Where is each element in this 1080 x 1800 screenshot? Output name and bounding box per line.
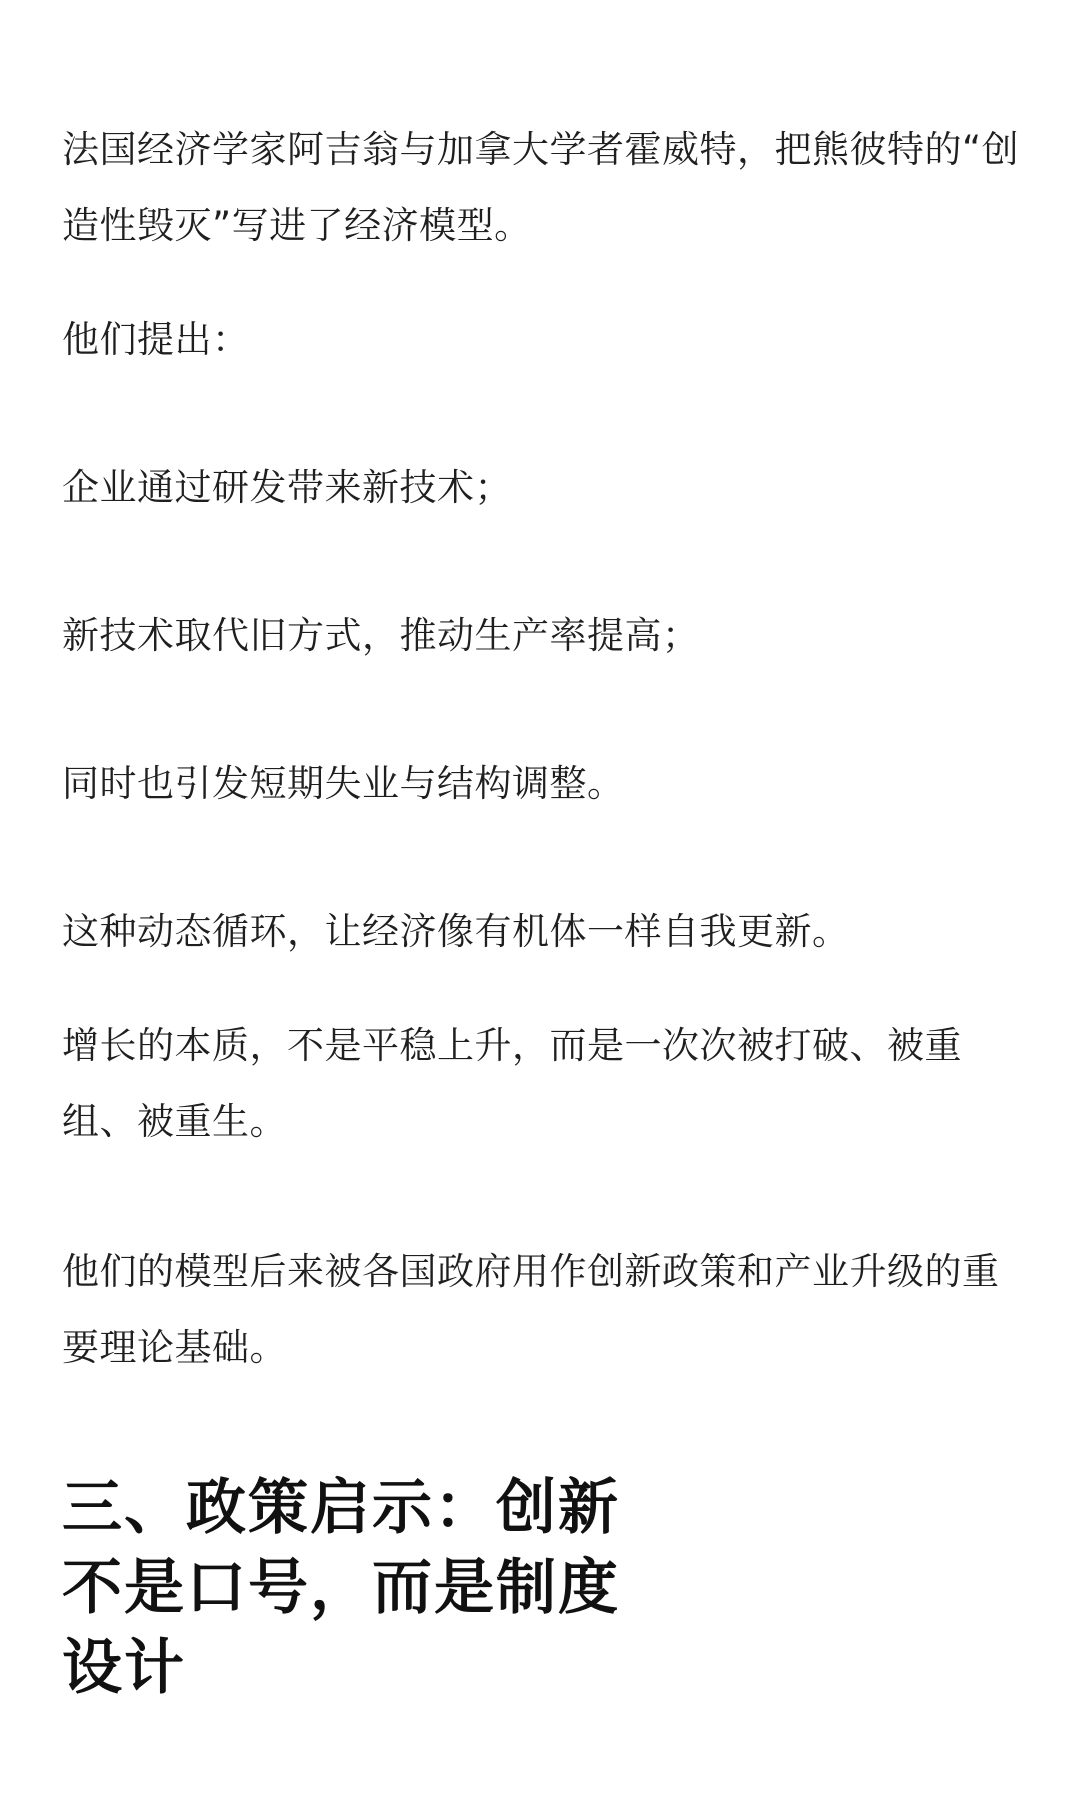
paragraph-productivity: 新技术取代旧方式，推动生产率提高； <box>62 614 700 657</box>
section-heading: 三、政策启示：创新不是口号，而是制度设计 <box>62 1473 620 1703</box>
paragraph-unemployment: 同时也引发短期失业与结构调整。 <box>62 762 625 805</box>
paragraph-aghion-howitt: 法国经济学家阿吉翁与加拿大学者霍威特，把熊彼特的“创造性毁灭”写进了经济模型。 <box>62 128 1020 247</box>
paragraph-growth-essence: 增长的本质，不是平稳上升，而是一次次被打破、被重组、被重生。 <box>62 1024 962 1143</box>
paragraph-they-proposed: 他们提出： <box>62 318 250 361</box>
paragraph-rnd-new-tech: 企业通过研发带来新技术； <box>62 466 512 509</box>
paragraph-dynamic-cycle: 这种动态循环，让经济像有机体一样自我更新。 <box>62 910 850 953</box>
paragraph-policy-basis: 他们的模型后来被各国政府用作创新政策和产业升级的重要理论基础。 <box>62 1250 1000 1369</box>
